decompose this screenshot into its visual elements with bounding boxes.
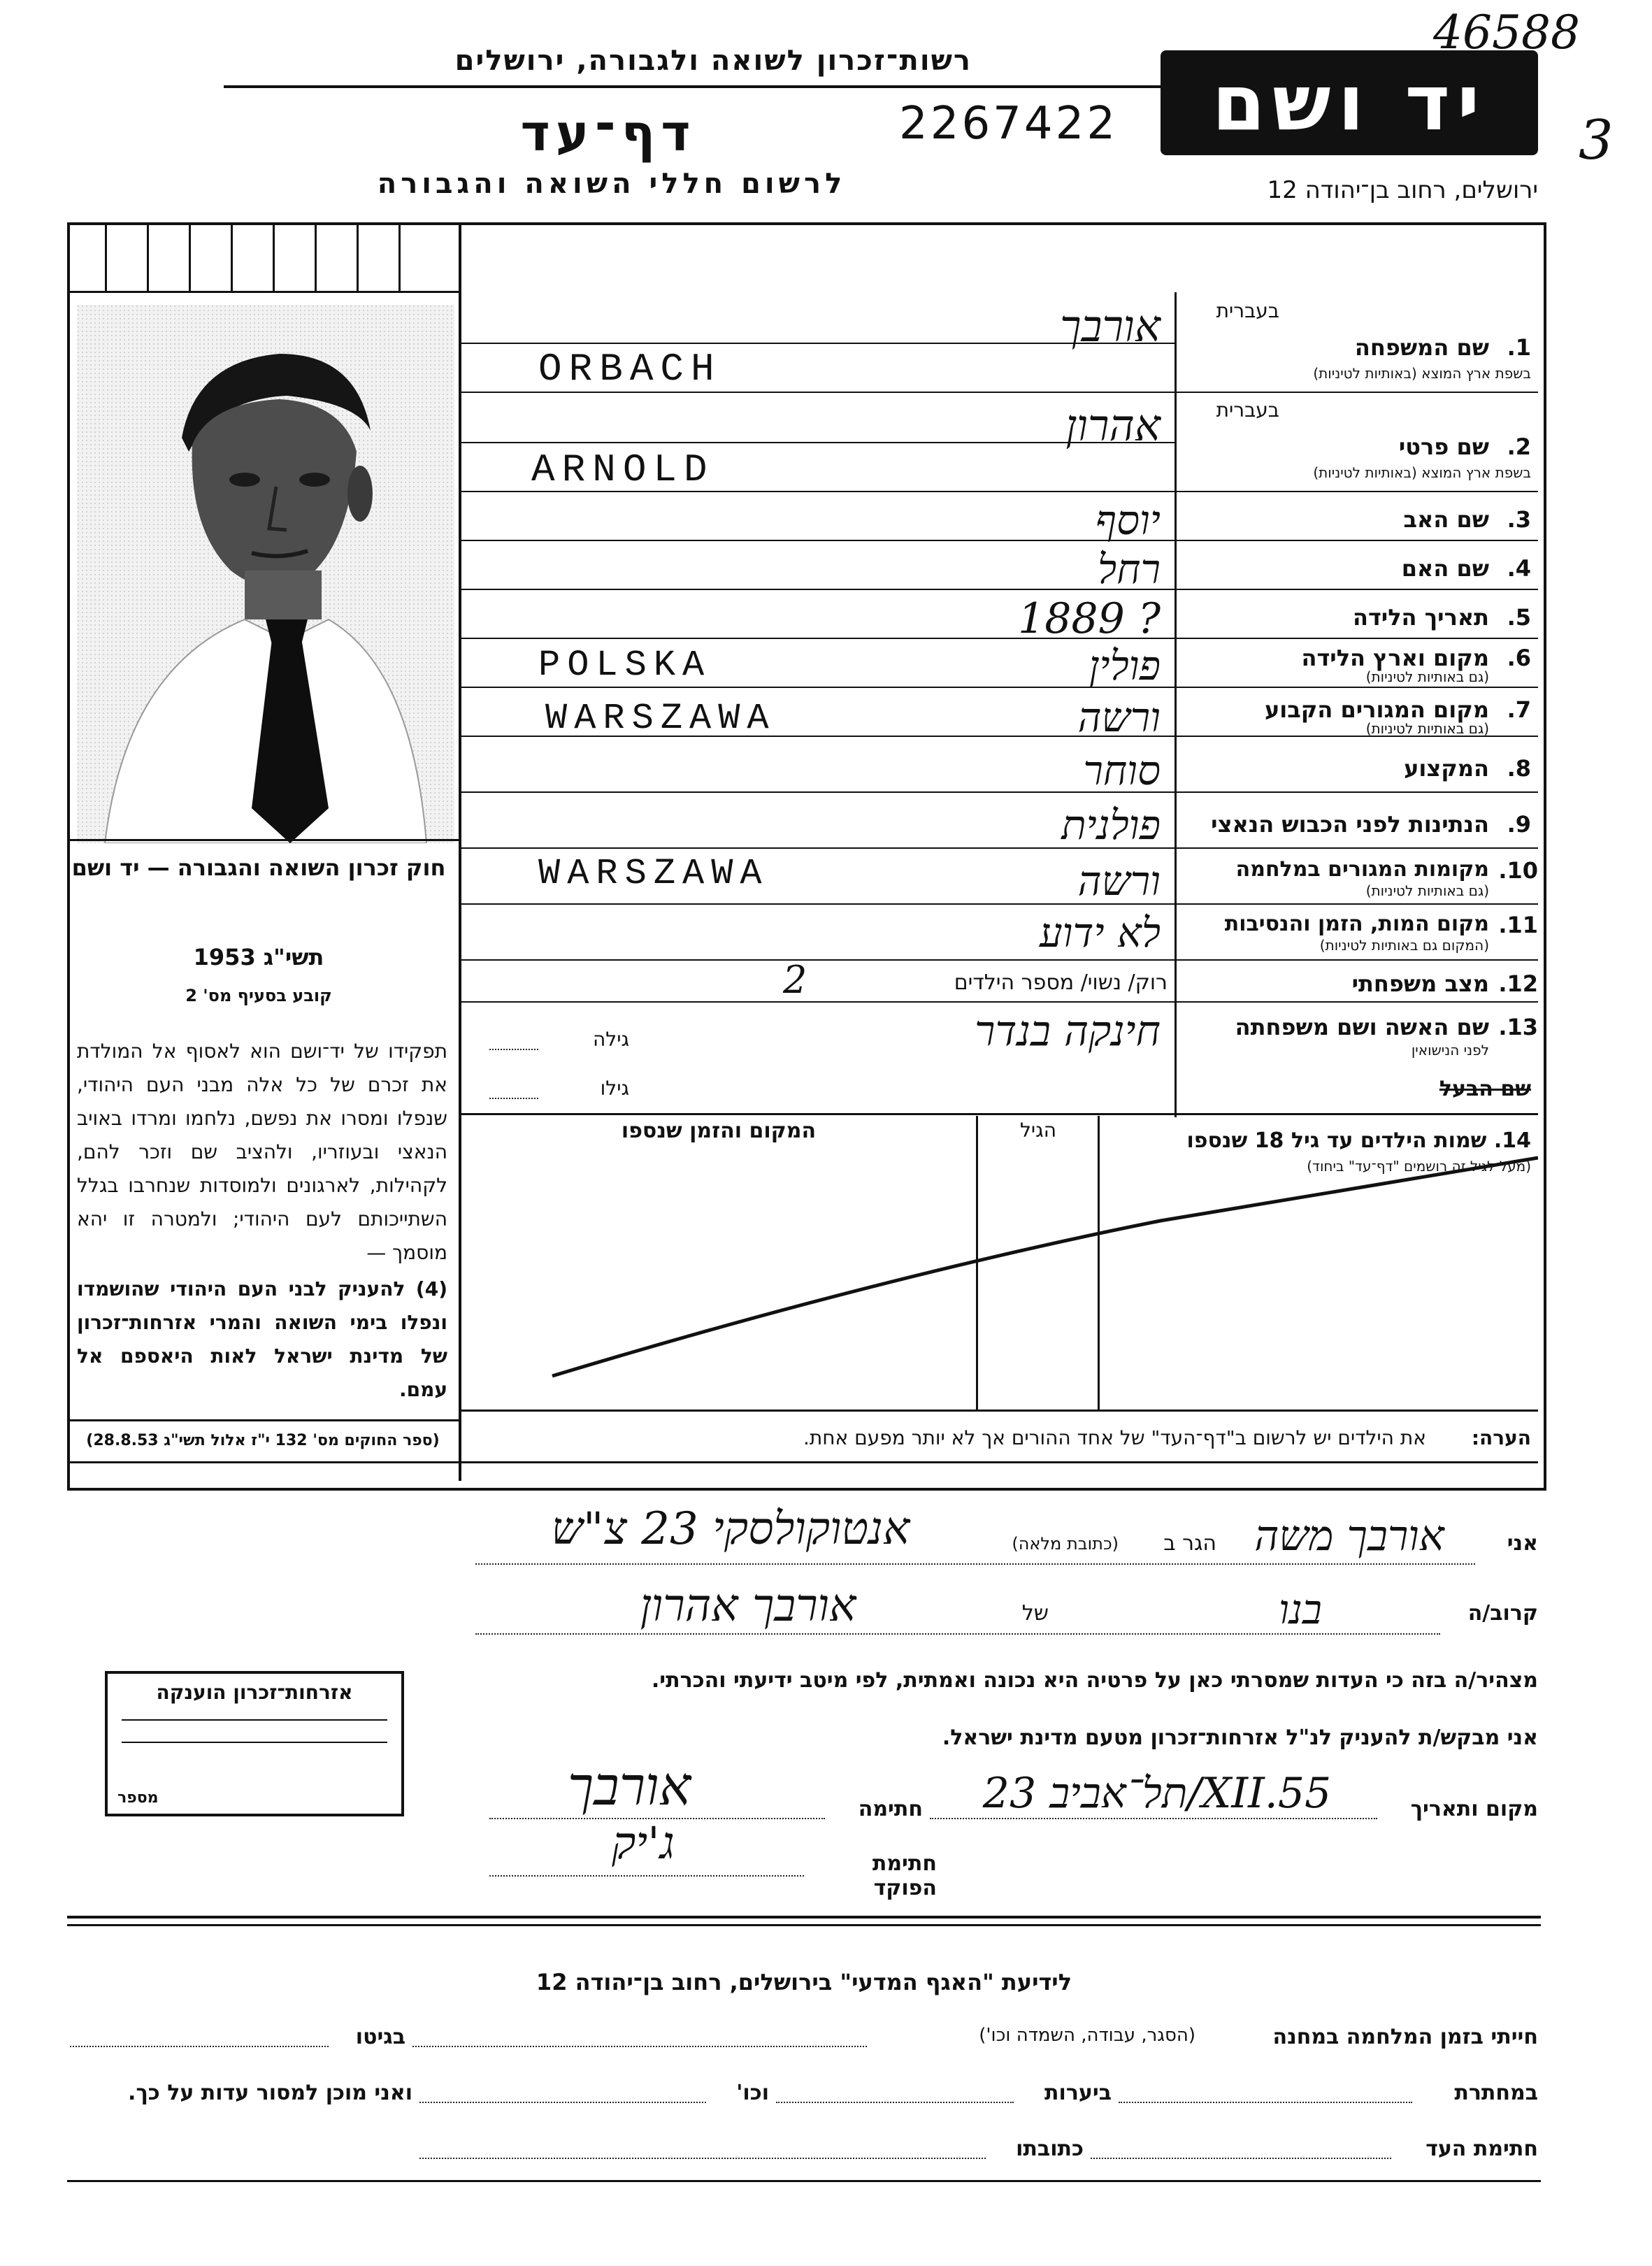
wartime-residence-latin: WARSZAWA — [538, 853, 769, 894]
field-5-num: 5. — [1507, 604, 1531, 631]
decl-relative-label: קרוב/ה — [1467, 1601, 1538, 1626]
field-10-label: מקומות המגורים במלחמה — [1235, 857, 1489, 882]
field-11-sub: (המקום גם באותיות לטיניות) — [1319, 937, 1489, 954]
law-item-4: (4) להעניק לבני העם היהודי שהושמדו ונפלו בימי השואה והמרי אזרחות־זכרון של מדינת ישראל לאות היאספם אל עמם. — [77, 1277, 447, 1401]
footer-row2-underground: במחתרת — [1454, 2081, 1538, 2105]
surname-latin: ORBACH — [538, 347, 721, 392]
surname-hebrew: אורבך — [1060, 301, 1161, 352]
field-13-num: 13. — [1498, 1014, 1538, 1040]
footer-row2-forests: ביערות — [1044, 2081, 1112, 2105]
corner-mark: 3 — [1579, 109, 1614, 172]
law-clause: קובע בסעיף מס' 2 — [185, 986, 332, 1005]
note-text: את הילדים יש לרשום ב"דף־העד" של אחד ההורים אך לא יותר מפעם אחת. — [803, 1426, 1426, 1449]
field-4-label: שם האם — [1401, 555, 1489, 582]
victim-name-decl: אורבך אהרון — [640, 1580, 856, 1632]
decl-address-label: (כתובת מלאה) — [1012, 1534, 1119, 1554]
corner-number: 46588 — [1433, 6, 1580, 59]
field-7-label: מקום המגורים הקבוע — [1264, 696, 1489, 723]
footer-address: כתובתו — [1016, 2137, 1084, 2161]
field-8-label: המקצוע — [1404, 755, 1489, 782]
footer-row1-camp: חייתי בזמן המלחמה במחנה — [1272, 2025, 1538, 2049]
field-11-num: 11. — [1498, 912, 1538, 938]
field-3-label: שם האב — [1403, 506, 1489, 533]
field-2-tag: בעברית — [1216, 399, 1279, 422]
footer-witness-signature: חתימת העד — [1425, 2137, 1538, 2161]
husband-name-label: שם הבעל — [1439, 1077, 1531, 1101]
field-6-sub: (גם באותיות לטיניות) — [1365, 668, 1489, 685]
footer-row2-etc: וכו' — [736, 2081, 769, 2105]
field-7-num: 7. — [1507, 696, 1531, 723]
field-2-sub: בשפת ארץ המוצא (באותיות לטיניות) — [1313, 464, 1531, 481]
wife-name: חינקה בנדר — [975, 1007, 1161, 1056]
record-number: 2267422 — [899, 98, 1119, 150]
form-title: דף־עד — [520, 103, 696, 162]
marital-status-options: רוק/ נשוי/ מספר הילדים — [954, 970, 1168, 995]
authority-line: רשות־זכרון לשואה ולגבורה, ירושלים — [454, 45, 972, 77]
field-10-num: 10. — [1498, 857, 1538, 884]
relation: בנו — [1279, 1586, 1322, 1633]
children-sub: (מעל לגיל זה רושמים "דף־עד" ביחוד) — [1307, 1158, 1531, 1175]
field-10-sub: (גם באותיות לטיניות) — [1365, 882, 1489, 899]
field-13-sub: לפני הנישואין — [1411, 1042, 1489, 1059]
certificate-number-label: מספר — [117, 1789, 159, 1807]
field-12-num: 12. — [1498, 970, 1538, 997]
memorial-certificate-box — [105, 1671, 404, 1816]
witness-name: אורבך משה — [1254, 1512, 1444, 1561]
decl-statement: מצהיר/ה בזה כי העדות שמסרתי כאן על פרטיה היא נכונה ואמתית, לפי מיטב ידיעתי והכרתי. — [651, 1668, 1538, 1693]
field-2-label: שם פרטי — [1398, 433, 1489, 460]
field-7-sub: (גם באותיות לטיניות) — [1365, 720, 1489, 737]
form-subtitle: לרשום חללי השואה והגבורה — [377, 168, 847, 200]
certificate-title: אזרחות־זכרון הוענקה — [156, 1681, 353, 1704]
portrait-drawing — [77, 305, 454, 843]
wife-age-label: גילה — [592, 1028, 629, 1051]
field-8-num: 8. — [1507, 755, 1531, 782]
mother-name: רחל — [1098, 545, 1161, 593]
firstname-hebrew: אהרון — [1065, 400, 1161, 451]
note-title: הערה: — [1471, 1426, 1531, 1449]
children-label: 14. שמות הילדים עד גיל 18 שנספו — [1186, 1128, 1531, 1153]
place-date-label: מקום ותאריך — [1410, 1797, 1538, 1821]
clerk-signature-label: חתימת הפוקד — [872, 1851, 937, 1900]
father-name: יוסף — [1095, 496, 1161, 544]
field-6-label: מקום וארץ הלידה — [1301, 645, 1489, 671]
col-age: הגיל — [1019, 1119, 1056, 1142]
place-date: תל־אביב 23/XII.55 — [982, 1769, 1332, 1818]
field-1-sub: בשפת ארץ המוצא (באותיות לטיניות) — [1313, 365, 1531, 382]
field-11-label: מקום המות, הזמן והנסיבות — [1224, 912, 1489, 936]
field-1-num: 1. — [1507, 334, 1531, 361]
residence-hebrew: ורשה — [1077, 694, 1161, 741]
field-6-num: 6. — [1507, 645, 1531, 671]
footer-row2-ready: ואני מוכן למסור עדות על כך. — [128, 2081, 412, 2105]
yad-vashem-logo — [1161, 50, 1538, 155]
clerk-signature: ג'יק — [612, 1818, 675, 1870]
footer-title: לידיעת "האגף המדעי" בירושלים, רחוב בן־יהודה 12 — [536, 1969, 1072, 1995]
field-4-num: 4. — [1507, 555, 1531, 582]
law-source: (ספר החוקים מס' 132 י"ז אלול תשי"ג 28.8.53) — [86, 1432, 440, 1449]
profession: סוחר — [1083, 747, 1161, 794]
decl-lives-in: הגר ב — [1163, 1531, 1216, 1556]
children-strikeout — [461, 1116, 1538, 1410]
decl-of: של — [1021, 1601, 1049, 1626]
field-12-label: מצב משפחתי — [1351, 970, 1489, 997]
witness-address: אנטוקולסקי 23 צ"ש — [551, 1503, 910, 1555]
logo-text: יד ושם — [1212, 58, 1487, 148]
decl-request: אני מבקש/ת להעניק לנ"ל אזרחות־זכרון מטעם מדינת ישראל. — [942, 1726, 1538, 1750]
residence-latin: WARSZAWA — [545, 698, 776, 739]
birthplace-latin: POLSKA — [538, 645, 712, 686]
law-title: חוק זכרון השואה והגבורה — יד ושם — [71, 854, 446, 881]
wartime-residence-hebrew: ורשה — [1077, 857, 1161, 905]
signature-label: חתימה — [858, 1797, 923, 1821]
law-year: תשי"ג 1953 — [193, 944, 324, 970]
law-text: תפקידו של יד־ושם הוא לאסוף אל המולדת את זכרם של כל אלה מבני העם היהודי, שנפלו ומסרו את נפשם, נלחמו ומרדו באויב הנאצי ובעוזריו, ולהציב שם וזכר להם, לקהילות, לארגונים ולמוסדות שנחרבו בגלל השתייכותם לעם היהודי; ולמטרה זו יהא מוסמך — — [77, 1040, 447, 1264]
children-count: 2 — [783, 958, 807, 1002]
col-place-time: המקום והזמן שנספו — [621, 1119, 817, 1143]
footer-row1-types: (הסגר, עבודה, השמדה וכו') — [979, 2025, 1195, 2046]
field-9-label: הנתינות לפני הכבוש הנאצי — [1211, 811, 1489, 838]
firstname-latin: ARNOLD — [531, 447, 714, 492]
death-info: לא ידוע — [1039, 909, 1161, 956]
husband-age-label: גילו — [600, 1077, 629, 1100]
witness-signature: אורבך — [567, 1755, 691, 1817]
address: ירושלים, רחוב בן־יהודה 12 — [1267, 176, 1538, 204]
field-1-tag: בעברית — [1216, 299, 1279, 322]
field-5-label: תאריך הלידה — [1352, 604, 1489, 631]
field-1-label: שם המשפחה — [1354, 334, 1489, 361]
portrait-photo — [77, 305, 454, 843]
citizenship: פולנית — [1061, 801, 1161, 849]
footer-row1-ghetto: בגיטו — [355, 2025, 405, 2049]
birth-date: 1889 ? — [1018, 594, 1161, 643]
decl-prefix-1: אני — [1507, 1531, 1538, 1556]
field-3-num: 3. — [1507, 506, 1531, 533]
field-2-num: 2. — [1507, 433, 1531, 460]
field-13-label: שם האשה ושם משפחתה — [1235, 1014, 1489, 1040]
field-9-num: 9. — [1507, 811, 1531, 838]
birthplace-hebrew: פולין — [1089, 642, 1161, 689]
